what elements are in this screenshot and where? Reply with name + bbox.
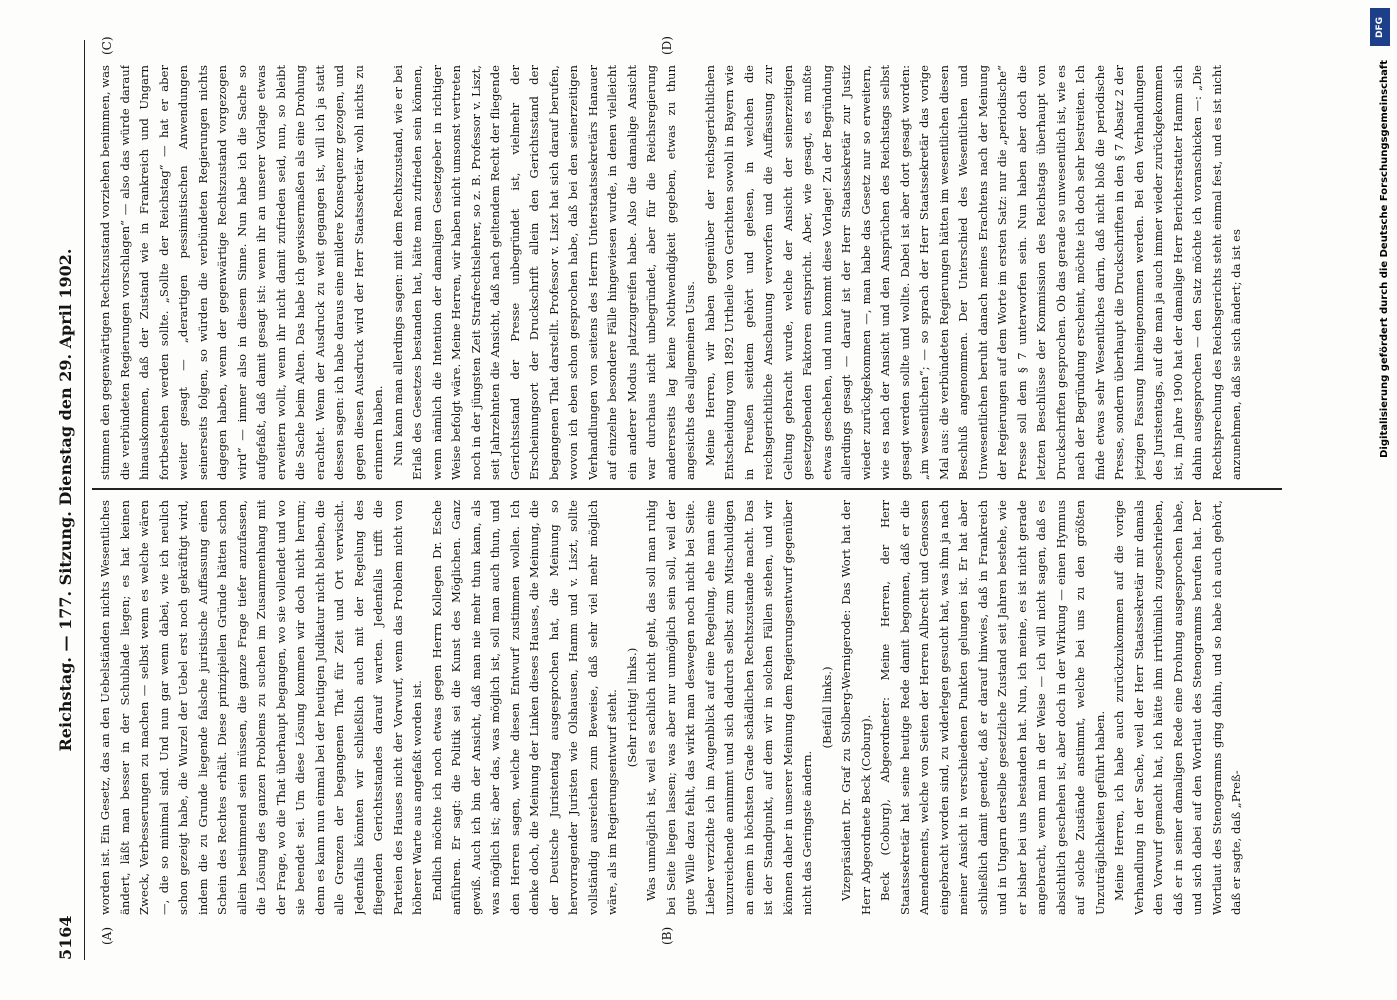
paragraph: Beck (Coburg), Abgeordneter: Meine Herren, der Herr Staatssekretär hat seine heutige Rede damit begonnen, daß er die Amendements, welche von Seiten der Herren Albrecht und Genossen eingebracht worden sind, zu widerlegen gesucht hat, was ihm ja nach meiner Ansicht in verschiedenen Punkten gelungen ist. Er hat aber schließlich damit geendet, daß er darauf hinwies, daß in Frankreich und in Ungarn derselbe gesetzliche Zustand seit Jahren bestehe, wie er bisher bei uns bestanden hat. Nun, ich meine, es ist nicht gerade angebracht, wenn man in der Weise — ich will nicht sagen, daß es absichtlich geschehen ist, aber doch in der Wirkung — einen Hymnus auf solche Zustände anstimmt, welche bei uns zu den größten Unzuträglichkeiten geführt haben. [878, 500, 1107, 915]
paragraph: Meine Herren, wir haben gegenüber der reichsgerichtlichen Entscheidung vom 1892 Urtheile von Gerichten sowohl in Bayern wie in Preußen seitdem gehört und gelesen, in welchen die reichsgerichtliche Anschauung verworfen und die Auffassung zur Geltung gebracht wurde, welche der Ansicht der seinerzeitigen gesetzgebenden Faktoren entspricht. Aber, wie gesagt, es mußte etwas geschehen, und nun kommt diese Vorlage! Zu der Begründung allerdings gesagt — darauf ist der Herr Staatssekretär zur Justiz wieder zurückgekommen —, man habe das Gesetz nur so erweitern, wie es nach der Ansicht und den Ansprüchen des Reichstags selbst gesagt werden sollte und wollte. Dabei ist aber dort gesagt worden: „im wesentlichen“; — so sprach der Herr Staatssekretär das vorige Mal aus: die verbündeten Regierungen hätten im wesentlichen diesen Beschluß angenommen. Der Unterschied des Wesentlichen und Unwesentlichen beruht danach meines Erachtens nach der Meinung der Regierungen auf dem Worte im ersten Satz: nur die „periodische“ Presse soll dem § 7 unterworfen sein. Nun haben aber doch die letzten Beschlüsse der Kommission des Reichstags überhaupt von Druckschriften gesprochen. Ob das gerade so unwesentlich ist, wie es nach der Begründung erscheint, möchte ich doch sehr bestreiten. Ich finde etwas sehr Wesentliches darin, daß nicht bloß die periodische Presse, sondern überhaupt die Druckschriften in den § 7 Absatz 2 der jetzigen Fassung hineingenommen werden. Bei den Verhandlungen des Juristentags, auf die man ja auch immer wieder zurückgekommen ist, im Jahre 1900 hat der damalige Herr Berichterstatter Hamm sich dahin ausgesprochen — den Satz möchte ich voranschicken —: „Die Rechtsprechung des Reichsgerichts steht einmal fest, und es ist nicht anzunehmen, daß sie sich ändert; da ist es [702, 65, 1243, 480]
paragraph: Meine Herren, ich habe auch zurückzukommen auf die vorige Verhandlung in der Sache, weil der Herr Staatssekretär mir damals den Vorwurf gemacht hat, ich hätte ihm irrthümlich zugeschrieben, daß er in seiner damaligen Rede eine Drohung ausgesprochen habe, und sich dabei auf den Wortlaut des Stenogramms berufen hat. Der Wortlaut des Stenogramms ging dahin, und so habe ich auch gehört, daß er sagte, daß „Preß- [1112, 500, 1243, 915]
digitization-note-strip [1378, 60, 1392, 990]
header-rule [84, 40, 85, 960]
paragraph: Endlich möchte ich noch etwas gegen Herrn Kollegen Dr. Esche anführen. Er sagt: die Politik sei die Kunst des Möglichen. Ganz gewiß. Auch ich bin der Ansicht, daß man nie mehr thun kann, als was möglich ist; aber das, was möglich ist, soll man auch thun, und den Herren sagen, welche diesen Entwurf zustimmen wollen. Ich denke doch, die Meinung der Linken dieses Hauses, die Meinung, die der Deutsche Juristentag ausgesprochen hat, die Meinung so hervorragender Juristen wie Olshausen, Hamm und v. Liszt, sollte vollständig ausreichen zum Beweise, daß sehr viel mehr möglich wäre, als im Regierungsentwurf steht. [429, 500, 619, 915]
left-column [96, 500, 1276, 915]
margin-marker-c: (C) [100, 36, 114, 55]
column-divider [92, 488, 1282, 490]
page-title: Reichstag. — 177. Sitzung. Dienstag den 29. April 1902. [56, 248, 75, 752]
speaker-intro: Vizepräsident Dr. Graf zu Stolberg-Wernigerode: Das Wort hat der Herr Abgeordnete Beck (Coburg). [839, 500, 873, 915]
dfg-logo: DFG [1370, 8, 1390, 46]
interjection: (Beifall links.) [819, 666, 834, 749]
digitization-note: Digitalisierung gefördert durch die Deutsche Forschungsgemeinschaft [1379, 60, 1390, 458]
paragraph: Nun kann man allerdings sagen: mit dem Rechtszustand, wie er bei Erlaß des Gesetzes bestanden hat, hätte man zufrieden sein können, wenn nämlich die Intention der damaligen Gesetzgeber in richtiger Weise befolgt wäre. Meine Herren, wir haben nicht umsonst vertreten noch in der jüngsten Zeit Strafrechtslehrer, so z. B. Professor v. Liszt, seit Jahrzehnten die Ansicht, daß nach geltendem Recht der fliegende Gerichtsstand der Presse unbegründet ist, vielmehr der Erscheinungsort der Druckschrift allein den Gerichtsstand der begangenen That darstellt. Professor v. Liszt hat sich darauf berufen, wovon ich eben schon gesprochen habe, daß bei den seinerzeitigen Verhandlungen von seitens des Herrn Unterstaatssekretärs Hanauer auf einzelne besondere Fälle hingewiesen wurde, in denen vielleicht ein anderer Modus platzzugreifen habe. Also die damalige Ansicht war durchaus nicht unbegründet, aber für die Reichsregierung andererseits lag keine Nothwendigkeit gegeben, etwas zu thun angesichts des allgemeinen Usus. [390, 65, 697, 480]
interjection: (Sehr richtig! links.) [624, 647, 639, 768]
right-column [96, 65, 1276, 480]
paragraph: Was unmöglich ist, weil es sachlich nicht geht, das soll man ruhig bei Seite liegen lassen; was aber nur unmöglich sein soll, weil der gute Wille dazu fehlt, das wirkt man deswegen noch nicht bei Seite. Lieber verzichte ich im Augenblick auf eine Regelung, ehe man eine unzureichende annimmt und sich dadurch selbst zum Mitschuldigen an einem in höchsten Grade schädlichen Rechtszustande macht. Das ist der Standpunkt, auf dem wir in solchen Fällen stehen, und wir können daher in unserer Meinung dem Regierungsentwurf gegenüber nicht das Geringste ändern. [644, 500, 814, 915]
margin-marker-b: (B) [660, 926, 674, 945]
margin-marker-d: (D) [660, 36, 674, 55]
page-header [56, 40, 82, 960]
page-number: 5164 [56, 915, 75, 960]
margin-marker-a: (A) [100, 926, 114, 945]
paragraph: stimmen den gegenwärtigen Rechtszustand vorziehen benimmen, was die verbündeten Regierungen vorschlagen“ — also das würde darauf hinauskommen, daß der Zustand wie in Frankreich und Ungarn fortbestehen werden sollte. „Sollte der Reichstag“ — hat er aber weiter gesagt — „derartigen pessimistischen Anwendungen seinerseits folgen, so würden die verbündeten Regierungen nichts dagegen haben, wenn der gegenwärtige Rechtszustand vorgezogen wird“ — immer also in diesem Sinne. Nun habe ich die Sache so aufgefaßt, daß damit gesagt ist: wenn ihr an unserer Vorlage etwas erweitern wollt, wenn ihr nicht damit zufrieden seid, nun, so bleibt die Sache beim Alten. Das habe ich gewissermaßen als eine Drohung erachtet. Wenn der Ausdruck zu weit gegangen ist, will ich ja statt dessen sagen: ich habe daraus eine mildere Konsequenz gezogen, und gegen diesen Ausdruck wird der Herr Staatssekretär wohl nichts zu erinnern haben. [98, 65, 385, 480]
paragraph: worden ist. Ein Gesetz, das an den Uebelständen nichts Wesentliches ändert, läßt man besser in der Schublade liegen; es hat keinen Zweck, Verbesserungen zu machen — selbst wenn es welche wären —, die so minimal sind. Und nun gar wenn dabei, wie ich neulich schon gezeigt habe, die Wurzel der Uebel erst noch gekräftigt wird, indem die zu Grunde liegende falsche juristische Auffassung einen Schein des Rechtes erhält. Diese prinzipiellen Gründe hätten schon allein bestimmend sein müssen, die ganze Frage tiefer anzufassen, die Lösung des ganzen Problems zu suchen im Zusammenhang mit der Frage, wo die That überhaupt begangen, wo sie vollendet und wo sie beendet sei. Um diese Lösung kommen wir doch nicht herum; denn es kann nun einmal bei der heutigen Judikatur nicht bleiben, die alle Grenzen der begangenen That für Zeit und Ort verwischt. Jedenfalls könnten wir schließlich auch mit der Regelung des fliegenden Gerichtsstandes darauf warten. Jedenfalls trifft die Parteien des Hauses nicht der Vorwurf, wenn das Problem nicht von höherer Warte aus angefaßt worden ist. [98, 500, 424, 915]
